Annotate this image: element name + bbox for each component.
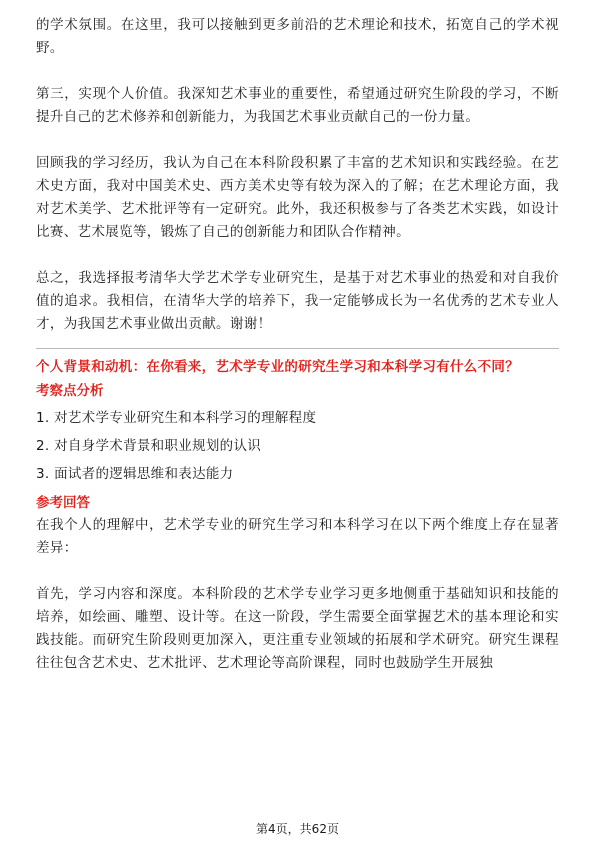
list-item: 3. 面试者的逻辑思维和表达能力 <box>36 466 234 482</box>
section-divider <box>36 348 559 349</box>
analysis-heading: 考察点分析 <box>36 383 104 399</box>
body-paragraph: 总之，我选择报考清华大学艺术学专业研究生，是基于对艺术事业的热爱和对自我价值的追求。我相信，在清华大学的培养下，我一定能够成长为一名优秀的艺术专业人才，为我国艺术事业做出贡献。谢谢！ <box>36 270 559 332</box>
list-item: 2. 对自身学术背景和职业规划的认识 <box>36 438 262 454</box>
paragraph-spacer <box>36 560 559 583</box>
answer-paragraph: 在我个人的理解中，艺术学专业的研究生学习和本科学习在以下两个维度上存在显著差异： <box>36 517 559 556</box>
body-paragraph: 回顾我的学习经历，我认为自己在本科阶段积累了丰富的艺术知识和实践经验。在艺术史方面，我对中国美术史、西方美术史等有较为深入的了解；在艺术理论方面，我对艺术美学、艺术批评等有一定研究。此外，我还积极参与了各类艺术实践，如设计比赛、艺术展览等，锻炼了自己的创新能力和团队合作精神。 <box>36 155 559 240</box>
paragraph-spacer <box>36 129 559 152</box>
body-paragraph: 的学术氛围。在这里，我可以接触到更多前沿的艺术理论和技术，拓宽自己的学术视野。 <box>36 17 559 56</box>
answer-paragraph: 首先，学习内容和深度。本科阶段的艺术学专业学习更多地侧重于基础知识和技能的培养，如绘画、雕塑、设计等。在这一阶段，学生需要全面掌握艺术的基本理论和实践技能。而研究生阶段则更加深入，更注重专业领域的拓展和学术研究。研究生课程往往包含艺术史、艺术批评、艺术理论等高阶课程，同时也鼓励学生开展独 <box>36 586 559 671</box>
paragraph-spacer <box>36 60 559 83</box>
page-content <box>36 14 559 675</box>
body-paragraph: 第三，实现个人价值。我深知艺术事业的重要性，希望通过研究生阶段的学习，不断提升自己的艺术修养和创新能力，为我国艺术事业贡献自己的一份力量。 <box>36 86 559 125</box>
list-item: 1. 对艺术学专业研究生和本科学习的理解程度 <box>36 410 317 426</box>
paragraph-spacer <box>36 244 559 267</box>
answer-heading: 参考回答 <box>36 495 90 511</box>
analysis-list <box>36 404 559 488</box>
page-number: 第4页，共62页 <box>256 822 339 836</box>
question-heading: 个人背景和动机：在你看来，艺术学专业的研究生学习和本科学习有什么不同？ <box>36 359 519 375</box>
